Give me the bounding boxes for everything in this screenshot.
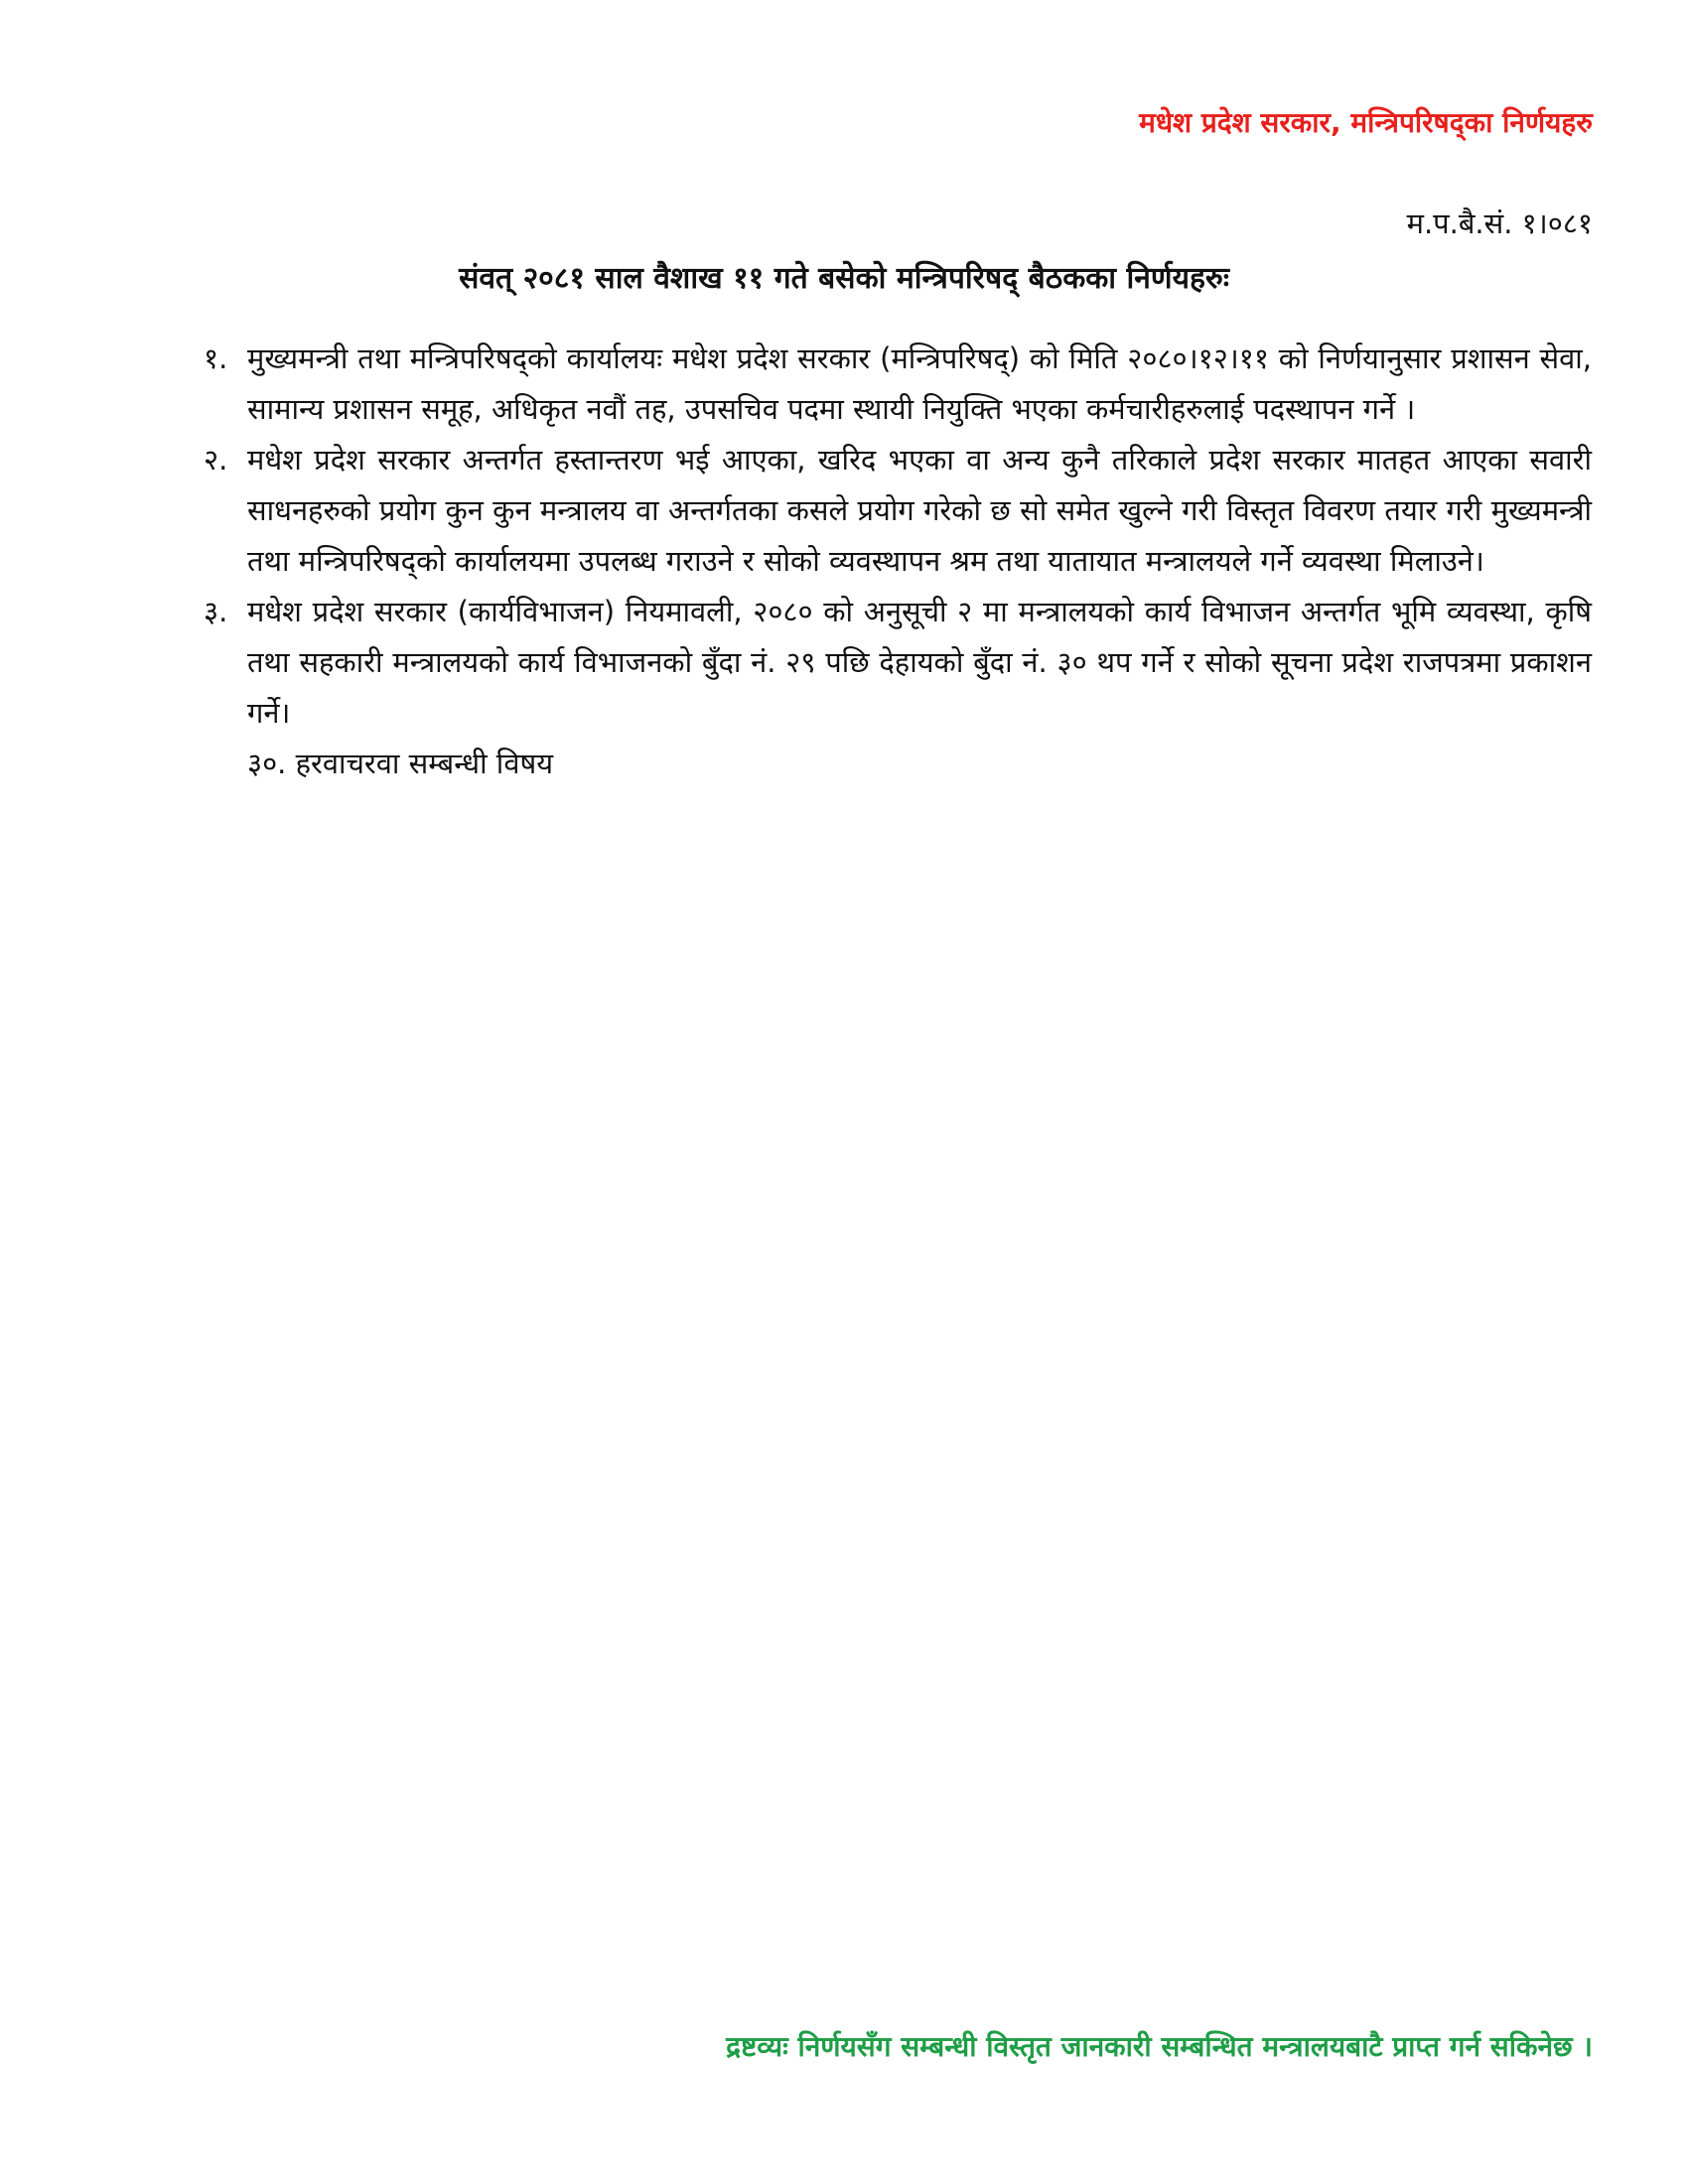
header-title: मधेश प्रदेश सरकार, मन्त्रिपरिषद्का निर्णयहरु [1139, 106, 1593, 139]
meeting-title: संवत् २०८१ साल वैशाख ११ गते बसेको मन्त्रिपरिषद् बैठकका निर्णयहरुः [459, 261, 1229, 296]
footer-note: द्रष्टव्यः निर्णयसँग सम्बन्धी विस्तृत जानकारी सम्बन्धित मन्त्रालयबाटै प्राप्त गर्न सकिनेछ । [726, 2030, 1593, 2063]
decision-item-2 [204, 435, 1592, 587]
decision-number: ३. [204, 595, 228, 628]
sub-item-30: ३०. हरवाचरवा सम्बन्धी विषय [247, 747, 554, 780]
decision-text: मुख्यमन्त्री तथा मन्त्रिपरिषद्को कार्यालयः मधेश प्रदेश सरकार (मन्त्रिपरिषद्) को मिति २०८०।१२।११ को निर्णयानुसार प्रशासन सेवा, सामान्य प्रशासन समूह, अधिकृत नवौं तह, उपसचिव पदमा स्थायी नियुक्ति भएका कर्मचारीहरुलाई पदस्थापन गर्ने । [247, 341, 1592, 426]
decision-text: मधेश प्रदेश सरकार (कार्यविभाजन) नियमावली, २०८० को अनुसूची २ मा मन्त्रालयको कार्य विभाजन अन्तर्गत भूमि व्यवस्था, कृषि तथा सहकारी मन्त्रालयको कार्य विभाजनको बुँदा नं. २९ पछि देहायको बुँदा नं. ३० थप गर्ने र सोको सूचना प्रदेश राजपत्रमा प्रकाशन गर्ने। [247, 595, 1592, 730]
decision-item-3 [204, 587, 1592, 739]
decision-item-1 [204, 334, 1592, 435]
decision-number: १. [204, 341, 228, 375]
decision-list [204, 334, 1592, 789]
decision-text: मधेश प्रदेश सरकार अन्तर्गत हस्तान्तरण भई आएका, खरिद भएका वा अन्य कुनै तरिकाले प्रदेश सरकार मातहत आएका सवारी साधनहरुको प्रयोग कुन कुन मन्त्रालय वा अन्तर्गतका कसले प्रयोग गरेको छ सो समेत खुल्ने गरी विस्तृत विवरण तयार गरी मुख्यमन्त्री तथा मन्त्रिपरिषद्को कार्यालयमा उपलब्ध गराउने र सोको व्यवस्थापन श्रम तथा यातायात मन्त्रालयले गर्ने व्यवस्था मिलाउने। [247, 443, 1592, 578]
decision-number: २. [204, 443, 228, 477]
reference-number: म.प.बै.सं. १।०८१ [1406, 206, 1593, 240]
